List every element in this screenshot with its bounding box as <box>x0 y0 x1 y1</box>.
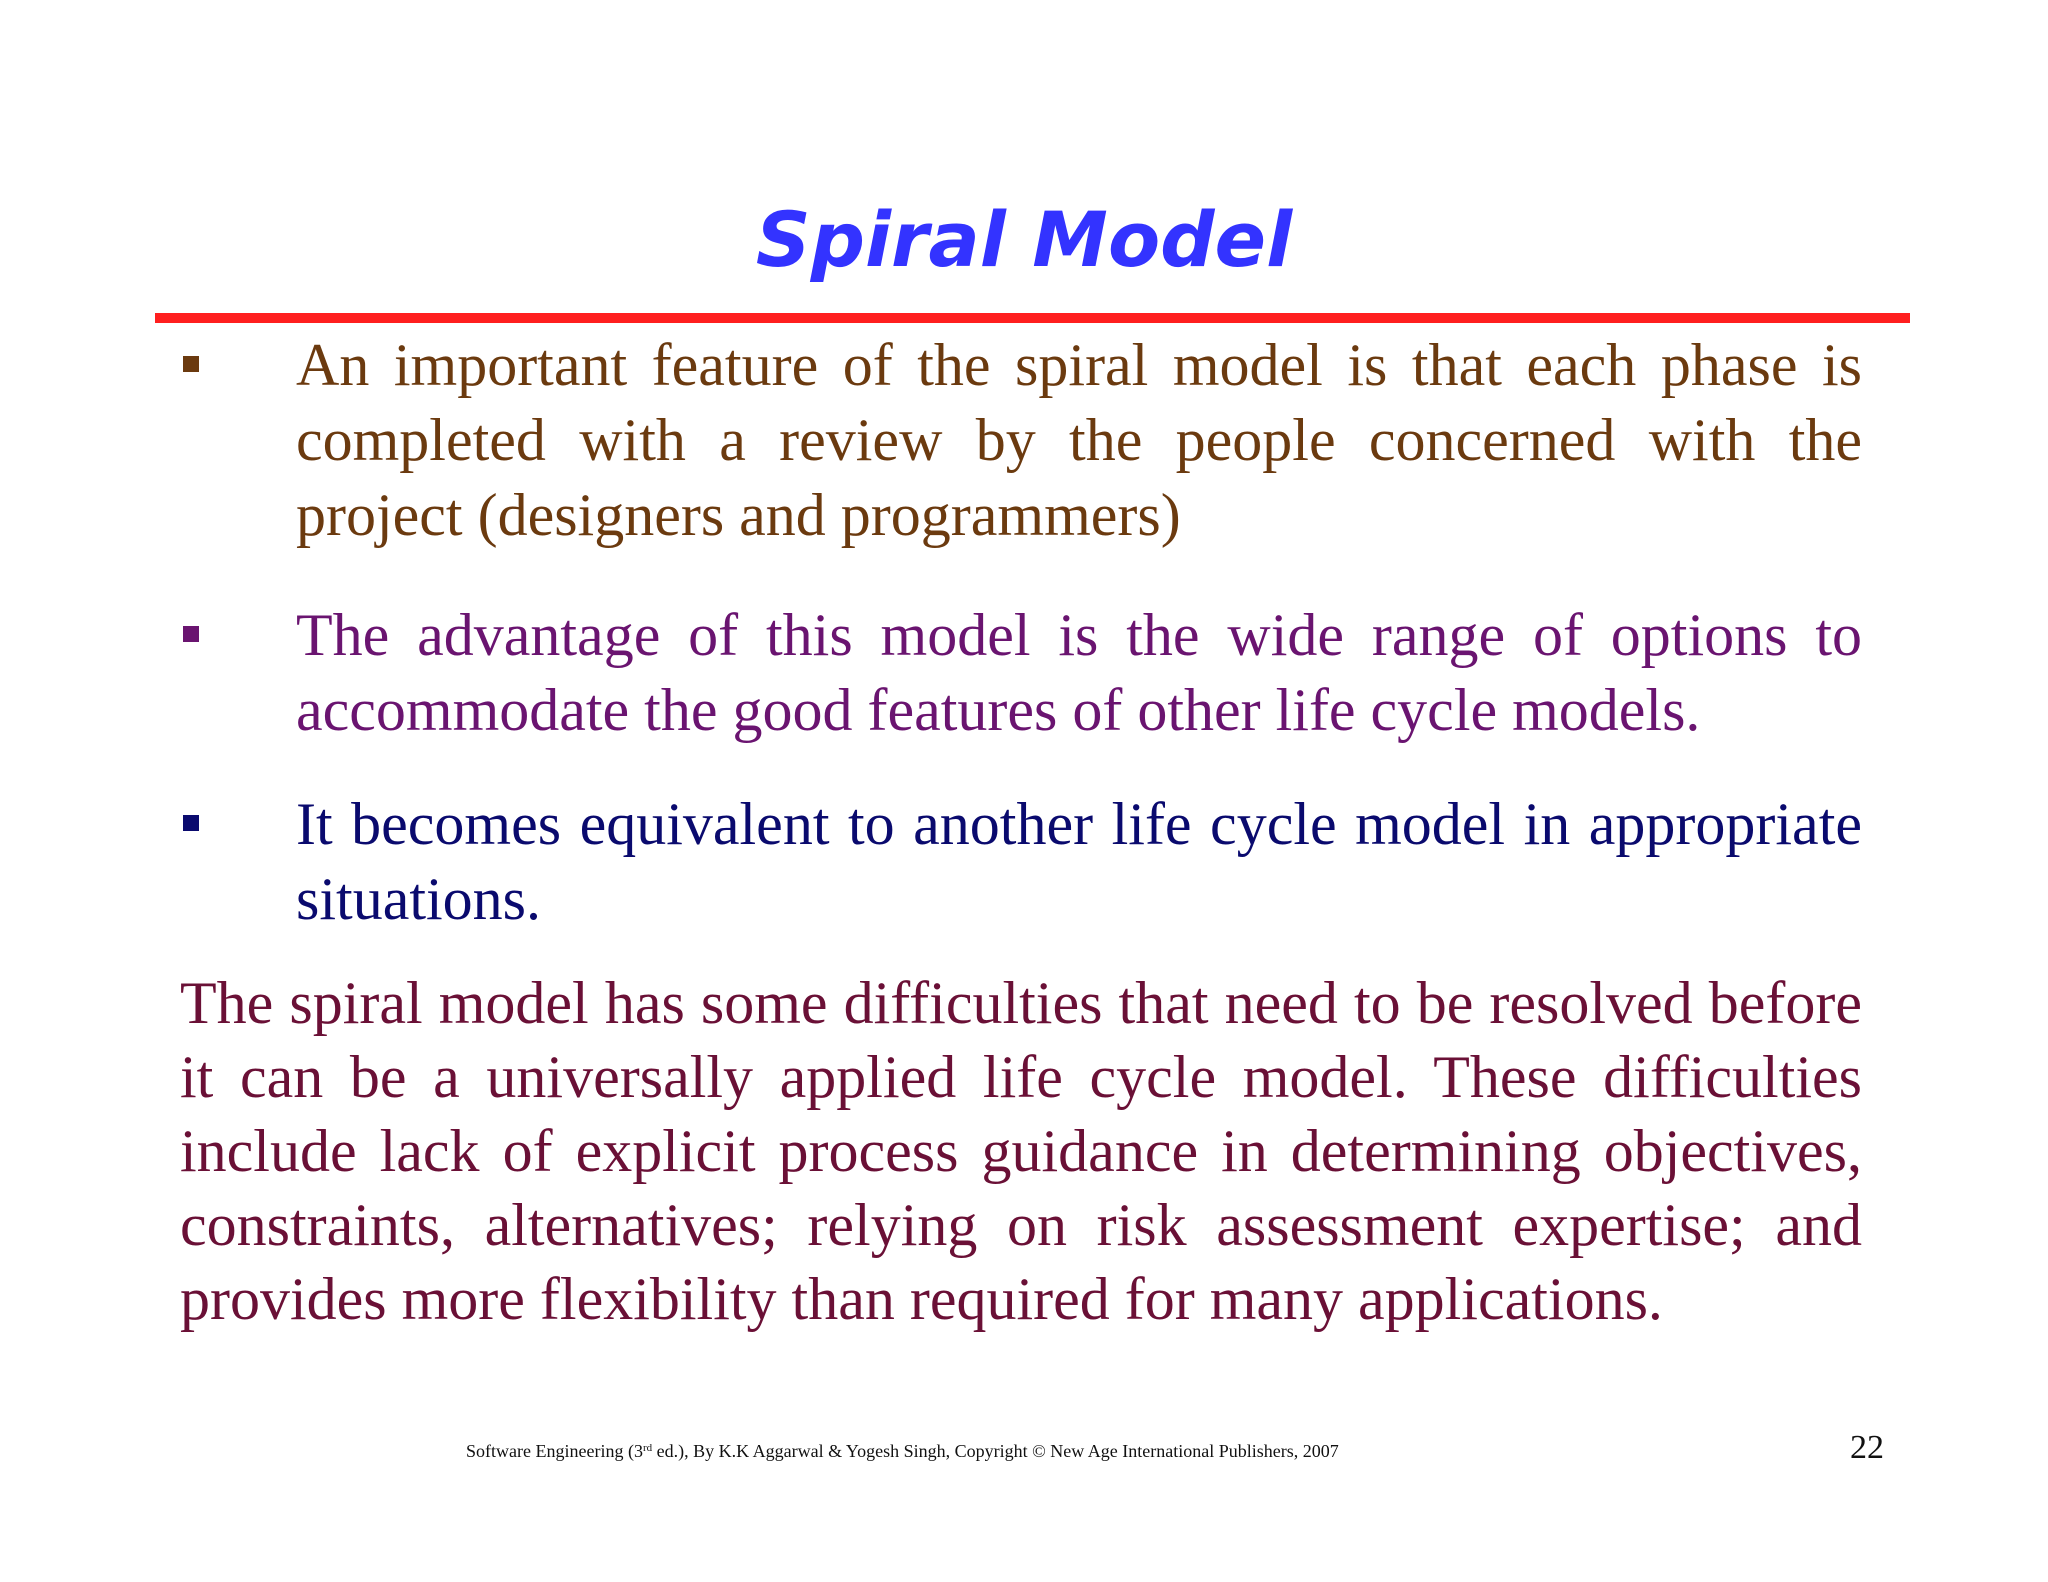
slide-title: Spiral Model <box>755 195 1293 284</box>
square-bullet-icon <box>183 626 199 642</box>
difficulties-paragraph: The spiral model has some difficulties that need to be resolved before it can be a universally applied life cycle model. These difficulties include lack of explicit process guidance in determining objectives, constraints, alternatives; relying on risk assessment expertise; and provides more flexibility than required for many applications. <box>180 970 1862 1332</box>
bullet-text: It becomes equivalent to another life cycle model in appropriate situations. <box>296 791 1862 932</box>
footer-text-start: Software Engineering (3 <box>466 1441 643 1461</box>
square-bullet-icon <box>183 815 199 831</box>
title-underline <box>155 313 1910 323</box>
footer-text-end: ed.), By K.K Aggarwal & Yogesh Singh, Copyright © New Age International Publishers, 2007 <box>652 1441 1339 1461</box>
slide-footer <box>0 1429 2048 1466</box>
copyright-footer <box>466 1436 1339 1466</box>
bullet-text: The advantage of this model is the wide range of options to accommodate the good features of other life cycle models. <box>296 602 1862 743</box>
page-number: 22 <box>1850 1429 1884 1466</box>
square-bullet-icon <box>183 356 199 372</box>
bullet-text: An important feature of the spiral model is that each phase is completed with a review by the people concerned with the project (designers and programmers) <box>296 332 1862 548</box>
footer-superscript: rd <box>642 1442 653 1454</box>
